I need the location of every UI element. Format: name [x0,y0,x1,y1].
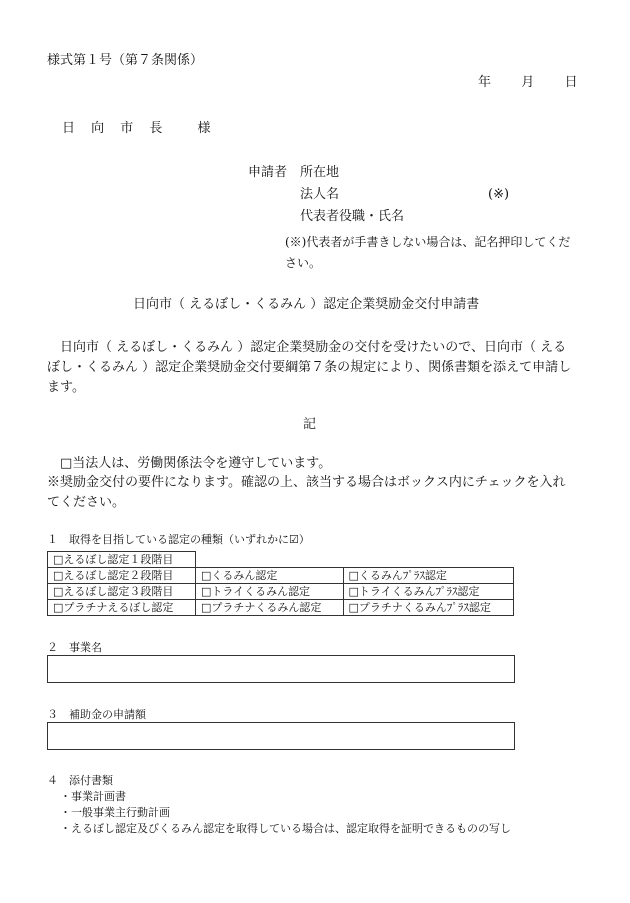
address-label: 所在地 [300,165,340,180]
table-row [48,600,514,616]
attachment-item: ・一般事業主行動計画 [60,806,170,819]
form-number: 様式第１号（第７条関係） [47,53,204,68]
date-month: 月 [521,75,535,90]
compliance-note: ※奨励金交付の要件になります。確認の上、該当する場合はボックス内にチェックを入れてください。 [47,475,566,510]
project-name-field[interactable] [47,655,515,683]
cert-option-platinum-kurumin[interactable]: □プラチナくるみん認定 [196,600,344,616]
cert-option-try-kurumin-plus[interactable]: □トライくるみんﾌﾟﾗｽ認定 [343,584,513,600]
cert-option-eruboshi-2[interactable]: □えるぼし認定２段階目 [48,568,196,584]
document-title: 日向市（ えるぼし・くるみん ）認定企業奨励金交付申請書 [133,297,480,312]
cert-option-kurumin[interactable]: □くるみん認定 [196,568,344,584]
section1-heading: １ 取得を目指している認定の種類（いずれかに☑） [47,533,310,546]
date-line [478,74,578,92]
subsidy-amount-field[interactable] [47,722,515,750]
attachment-item: ・事業計画書 [60,790,126,803]
cert-option-eruboshi-3[interactable]: □えるぼし認定３段階目 [48,584,196,600]
cert-option-platinum-kurumin-plus[interactable]: □プラチナくるみんﾌﾟﾗｽ認定 [343,600,513,616]
representative-label: 代表者役職・氏名 [300,209,405,224]
seal-mark: (※) [488,187,510,202]
section2-heading: ２ 事業名 [47,641,102,654]
table-row [48,552,514,568]
table-row [48,584,514,600]
addressee: 日 向 市 長 様 [62,121,217,136]
corp-name-label: 法人名 [300,187,340,202]
certification-table [47,551,514,616]
ki-heading: 記 [303,417,317,432]
attachment-item: ・えるぼし認定及びくるみん認定を取得している場合は、認定取得を証明できるものの写し [60,822,511,835]
table-cell-empty [343,552,513,568]
cert-option-try-kurumin[interactable]: □トライくるみん認定 [196,584,344,600]
table-row [48,568,514,584]
date-day: 日 [564,75,578,90]
date-year: 年 [478,75,492,90]
section4-heading: ４ 添付書類 [47,774,113,787]
cert-option-kurumin-plus[interactable]: □くるみんﾌﾟﾗｽ認定 [343,568,513,584]
applicant-label: 申請者 [248,165,288,180]
section3-heading: ３ 補助金の申請額 [47,708,146,721]
cert-option-platinum-eruboshi[interactable]: □プラチナえるぼし認定 [48,600,196,616]
compliance-checkbox[interactable]: □当法人は、労働関係法令を遵守しています。 [60,456,332,471]
seal-note: (※)代表者が手書きしない場合は、記名押印してください。 [285,235,571,270]
cert-option-eruboshi-1[interactable]: □えるぼし認定１段階目 [48,552,196,568]
table-cell-empty [196,552,344,568]
application-body: 日向市（ えるぼし・くるみん ）認定企業奨励金の交付を受けたいので、日向市（ えるぼし・くるみん ）認定企業奨励金交付要綱第７条の規定により、関係書類を添えて申請します。 [47,340,572,395]
